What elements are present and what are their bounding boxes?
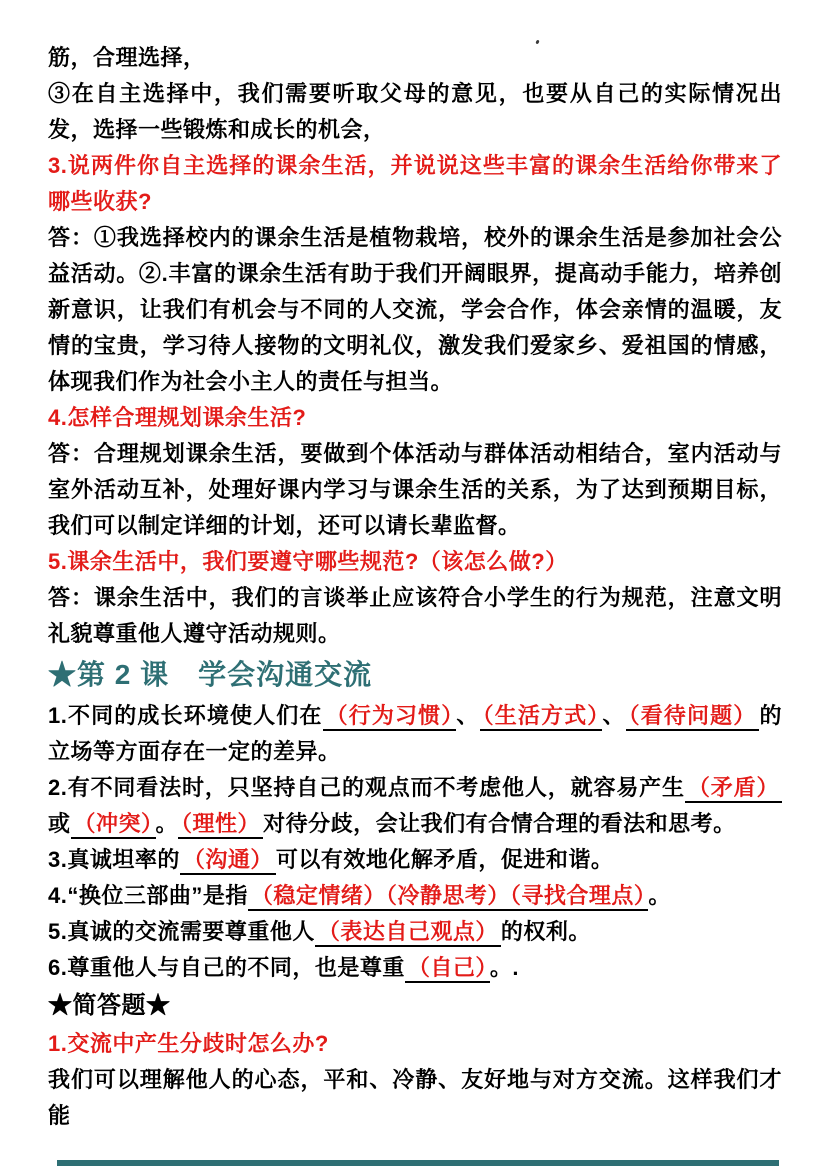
- text-run: 4.怎样合理规划课余生活?: [48, 405, 307, 430]
- fill-in-blank-answer: （表达自己观点）: [315, 919, 501, 947]
- text-run: 5.课余生活中，我们要遵守哪些规范?（该怎么做?）: [48, 549, 568, 574]
- fill-in-blank-answer: （生活方式）: [480, 703, 603, 731]
- short-answer-question-1-heading: [48, 1026, 782, 1062]
- text-run: 答：课余生活中，我们的言谈举止应该符合小学生的行为规范，注意文明礼貌尊重他人遵守活动规则。: [48, 585, 782, 646]
- fill-in-blank-answer: （理性）: [178, 811, 263, 839]
- bottom-divider-bar: [57, 1160, 779, 1166]
- text-run: 。: [648, 883, 671, 908]
- text-run: 或: [48, 811, 71, 836]
- text-run: ★简答题★: [48, 992, 171, 1019]
- short-answer-section-heading: [48, 986, 782, 1026]
- document-text-content: [48, 40, 782, 1134]
- question-5-heading: [48, 544, 782, 580]
- fill-in-blank-answer: （沟通）: [180, 847, 276, 875]
- short-answer-1-paragraph: [48, 1062, 782, 1134]
- text-run: 对待分歧，会让我们有合情合理的看法和思考。: [263, 811, 736, 836]
- fill-blank-1: [48, 698, 782, 770]
- fill-blank-4: [48, 878, 782, 914]
- text-run: 的权利。: [500, 919, 591, 944]
- answer-3-paragraph: [48, 220, 782, 400]
- fill-blank-5: [48, 914, 782, 950]
- text-run: 答：合理规划课余生活，要做到个体活动与群体活动相结合，室内活动与室外活动互补，处理好课内学习与课余生活的关系，为了达到预期目标，我们可以制定详细的计划，还可以请长辈监督。: [48, 441, 782, 538]
- lesson-2-heading: [48, 652, 782, 698]
- body-paragraph-continuation: [48, 40, 782, 76]
- text-run: 我们可以理解他人的心态，平和、冷静、友好地与对方交流。这样我们才能: [48, 1067, 782, 1128]
- text-run: 可以有效地化解矛盾，促进和谐。: [275, 847, 614, 872]
- fill-blank-6: [48, 950, 782, 986]
- text-run: 6.尊重他人与自己的不同，也是尊重: [48, 955, 405, 980]
- answer-5-paragraph: [48, 580, 782, 652]
- text-run: 2.有不同看法时，只坚持自己的观点而不考虑他人，就容易产生: [48, 775, 685, 800]
- text-run: 、: [602, 703, 626, 728]
- answer-4-paragraph: [48, 436, 782, 544]
- question-4-heading: [48, 400, 782, 436]
- text-run: 答：①我选择校内的课余生活是植物栽培，校外的课余生活是参加社会公益活动。②.丰富的课余生活有助于我们开阔眼界，提高动手能力，培养创新意识，让我们有机会与不同的人交流，学会合作，体会亲情的温暖，友情的宝贵，学习待人接物的文明礼仪，激发我们爱家乡、爱祖国的情感，体现我们作为社会小主人的责任与担当。: [48, 225, 782, 394]
- text-run: 4.“换位三部曲”是指: [48, 883, 248, 908]
- text-run: ③在自主选择中，我们需要听取父母的意见，也要从自己的实际情况出发，选择一些锻炼和成长的机会，: [48, 81, 782, 142]
- question-3-heading: [48, 148, 782, 220]
- fill-blank-2: [48, 770, 782, 842]
- text-run: 3.真诚坦率的: [48, 847, 180, 872]
- text-run: 。: [155, 811, 179, 836]
- text-run: 1.交流中产生分歧时怎么办?: [48, 1031, 329, 1056]
- fill-in-blank-answer: （看待问题）: [626, 703, 760, 731]
- text-run: 、: [456, 703, 480, 728]
- text-run: 3.说两件你自主选择的课余生活，并说说这些丰富的课余生活给你带来了哪些收获?: [48, 153, 782, 214]
- fill-blank-3: [48, 842, 782, 878]
- text-run: ★第 2 课 学会沟通交流: [48, 659, 373, 690]
- fill-in-blank-answer: （行为习惯）: [323, 703, 457, 731]
- text-run: 。.: [489, 955, 519, 980]
- fill-in-blank-answer: （自己）: [405, 955, 490, 983]
- text-run: 筋，合理选择，: [48, 45, 206, 70]
- fill-in-blank-answer: （矛盾）: [685, 775, 782, 803]
- fill-in-blank-answer: （稳定情绪）（冷静思考）（寻找合理点）: [248, 883, 649, 911]
- fill-in-blank-answer: （冲突）: [71, 811, 156, 839]
- text-run: 5.真诚的交流需要尊重他人: [48, 919, 315, 944]
- text-run: 的立场等方面存在一定的差异。: [48, 703, 782, 764]
- text-run: 1.不同的成长环境使人们在: [48, 703, 323, 728]
- body-paragraph-point-3: [48, 76, 782, 148]
